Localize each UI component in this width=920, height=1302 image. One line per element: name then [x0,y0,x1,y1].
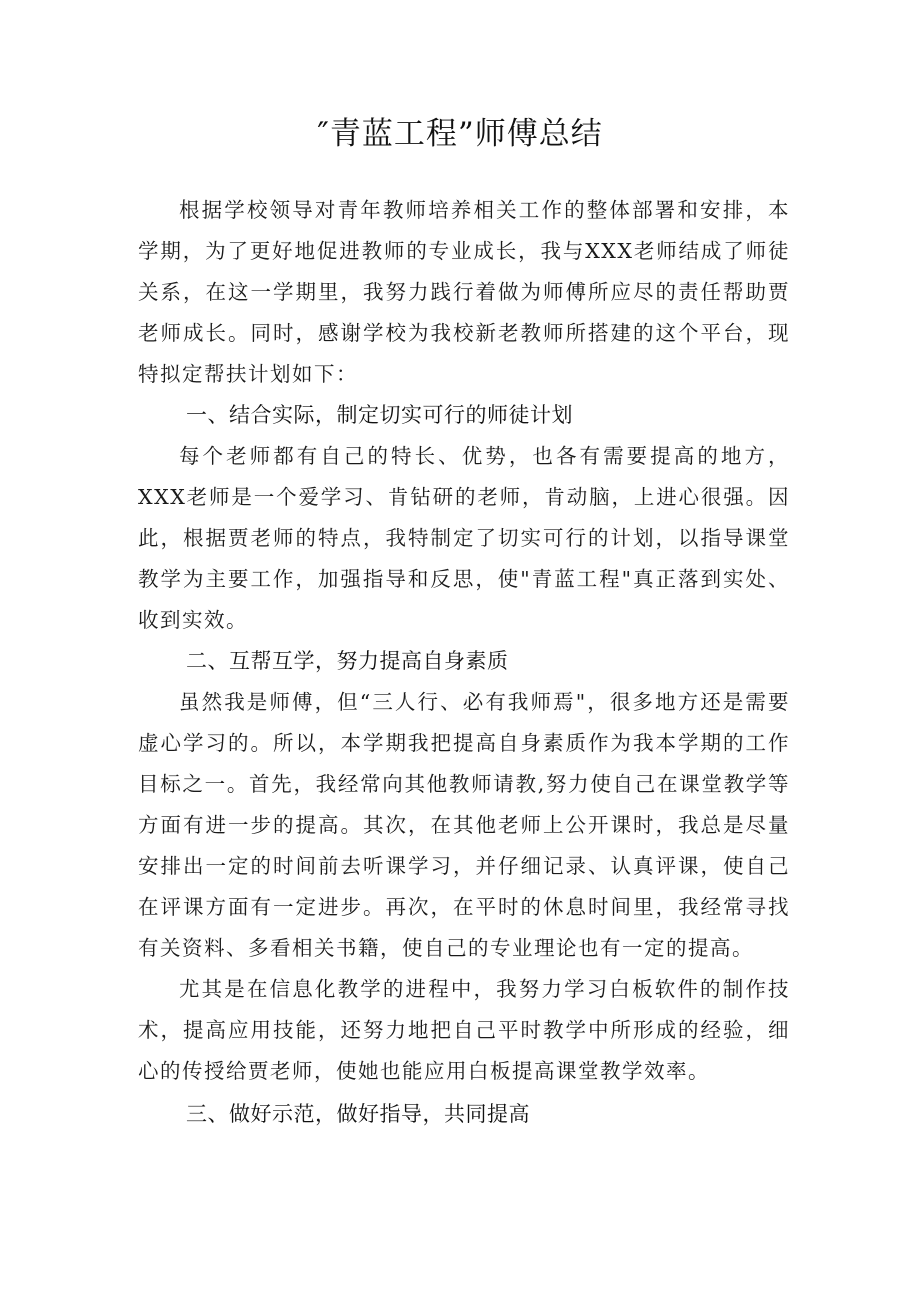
paragraph-section-2: 虽然我是师傅，但“三人行、必有我师焉"，很多地方还是需要虚心学习的。所以，本学期我把提高自身素质作为我本学期的工作目标之一。首先，我经常向其他教师请教,努力使自己在课堂教学等方面有进一步的提高。其次，在其他老师上公开课时，我总是尽量安排出一定的时间前去听课学习，并仔细记录、认真评课，使自己在评课方面有一定进步。再次，在平时的休息时间里，我经常寻找有关资料、多看相关书籍，使自己的专业理论也有一定的提高。 [138,690,790,960]
document-body [138,190,790,1135]
paragraph-section-2b: 尤其是在信息化教学的进程中，我努力学习白板软件的制作技术，提高应用技能，还努力地把自己平时教学中所形成的经验，细心的传授给贾老师，使她也能应用白板提高课堂教学效率。 [138,977,790,1083]
section-heading-2: 二、互帮互学，努力提高自身素质 [186,649,509,673]
section-heading-1: 一、结合实际，制定切实可行的师徒计划 [186,403,573,427]
document-title: ″青蓝工程”师傅总结 [317,116,603,152]
section-heading-3: 三、做好示范，做好指导，共同提高 [186,1102,530,1126]
paragraph-intro: 根据学校领导对青年教师培养相关工作的整体部署和安排，本学期，为了更好地促进教师的专业成长，我与XXX老师结成了师徒关系，在这一学期里，我努力践行着做为师傅所应尽的责任帮助贾老师成长。同时，感谢学校为我校新老教师所搭建的这个平台，现特拟定帮扶计划如下： [138,198,790,386]
paragraph-section-1: 每个老师都有自己的特长、优势，也各有需要提高的地方，XXX老师是一个爱学习、肯钻研的老师，肯动脑，上进心很强。因此，根据贾老师的特点，我特制定了切实可行的计划，以指导课堂教学为主要工作，加强指导和反思，使"青蓝工程"真正落到实处、收到实效。 [138,444,790,632]
